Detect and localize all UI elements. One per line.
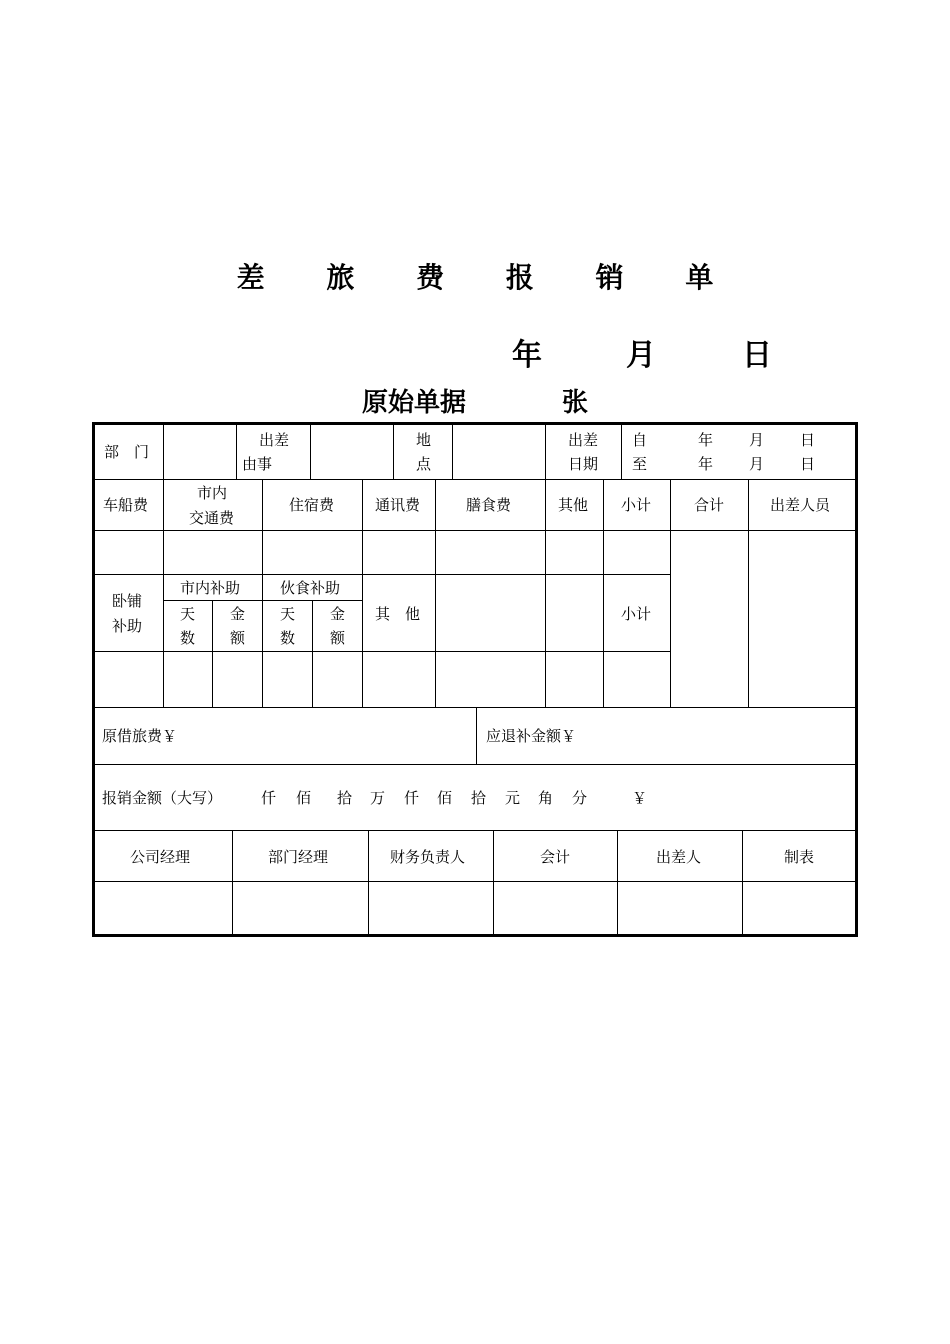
dept-label: 部 门 (104, 443, 150, 461)
unit-qian-2: 仟 (404, 789, 420, 807)
allowance-subtotal-label: 小计 (621, 605, 652, 623)
city-days-label-2: 数 (180, 629, 196, 647)
from-month-label: 月 (749, 431, 765, 449)
city-days-label-1: 天 (180, 605, 196, 623)
meal-field[interactable] (436, 532, 544, 573)
food-amount-label-1: 金 (330, 605, 346, 623)
sleeper-allowance-label-1: 卧铺 (112, 592, 143, 610)
traveler-field[interactable] (749, 532, 854, 706)
reason-label-1: 出差 (259, 431, 290, 449)
total-header: 合计 (694, 496, 725, 514)
ship-fee-header: 车船费 (103, 496, 149, 514)
city-amount-field[interactable] (213, 653, 261, 706)
sign-preparer: 制表 (784, 848, 815, 866)
other-header: 其他 (558, 496, 589, 514)
sign-finance-head-field[interactable] (369, 883, 492, 934)
reason-label-2: 由事 (242, 455, 273, 473)
unit-qian-1: 仟 (261, 789, 277, 807)
city-days-field[interactable] (164, 653, 211, 706)
from-year-label: 年 (698, 431, 714, 449)
city-transport-header-1: 市内 (197, 484, 228, 502)
lodging-header: 住宿费 (289, 496, 335, 514)
allowance-subtotal-field[interactable] (604, 653, 669, 706)
total-field[interactable] (671, 532, 747, 706)
to-month-label: 月 (749, 455, 765, 473)
from-day-label: 日 (800, 431, 816, 449)
unit-fen: 分 (572, 789, 588, 807)
unit-shi-1: 拾 (337, 789, 353, 807)
food-amount-field[interactable] (313, 653, 361, 706)
original-docs-unit: 张 (562, 388, 589, 418)
original-docs-label: 原始单据 (362, 388, 467, 418)
comm-field[interactable] (363, 532, 434, 573)
trip-date-label-1: 出差 (568, 431, 599, 449)
reason-field[interactable] (311, 427, 393, 479)
comm-header: 通讯费 (375, 496, 421, 514)
amount-yen-sign: ￥ (632, 789, 648, 807)
sign-accountant-field[interactable] (494, 883, 616, 934)
sign-finance-head: 财务负责人 (390, 848, 466, 866)
meal-header: 膳食费 (466, 496, 512, 514)
traveler-header: 出差人员 (770, 496, 831, 514)
city-allowance-label: 市内补助 (180, 579, 241, 597)
food-days-label-2: 数 (280, 629, 296, 647)
sleeper-allowance-field[interactable] (95, 653, 162, 706)
refund-amount-label: 应退补金额￥ (486, 727, 577, 745)
lodging-field[interactable] (263, 532, 361, 573)
unit-yuan: 元 (505, 789, 521, 807)
food-days-label-1: 天 (280, 605, 296, 623)
unit-wan: 万 (370, 789, 386, 807)
city-amount-label-2: 额 (230, 629, 246, 647)
sign-traveler: 出差人 (656, 848, 702, 866)
food-days-field[interactable] (263, 653, 311, 706)
to-day-label: 日 (800, 455, 816, 473)
sleeper-allowance-label-2: 补助 (112, 617, 143, 635)
unit-shi-2: 拾 (471, 789, 487, 807)
date-to-label: 至 (632, 455, 648, 473)
borrowed-travel-fee-label: 原借旅费￥ (102, 727, 178, 745)
form-title: 差 旅 费 报 销 单 (236, 261, 740, 294)
date-month-label: 月 (626, 338, 656, 373)
subtotal-header: 小计 (621, 496, 652, 514)
date-from-label: 自 (632, 431, 648, 449)
subtotal-field[interactable] (604, 532, 669, 573)
food-amount-label-2: 额 (330, 629, 346, 647)
place-label-2: 点 (416, 455, 432, 473)
unit-bai-2: 佰 (437, 789, 453, 807)
trip-date-label-2: 日期 (568, 455, 599, 473)
city-transport-header-2: 交通费 (189, 509, 235, 527)
sign-accountant: 会计 (540, 848, 571, 866)
sign-preparer-field[interactable] (743, 883, 854, 934)
sign-dept-manager: 部门经理 (268, 848, 329, 866)
sign-company-manager: 公司经理 (130, 848, 191, 866)
sign-dept-manager-field[interactable] (233, 883, 367, 934)
sign-company-manager-field[interactable] (95, 883, 231, 934)
food-allowance-label: 伙食补助 (280, 579, 341, 597)
allowance-other-field[interactable] (363, 653, 434, 706)
place-label-1: 地 (416, 431, 432, 449)
city-amount-label-1: 金 (230, 605, 246, 623)
other-field[interactable] (546, 532, 602, 573)
sign-traveler-field[interactable] (618, 883, 741, 934)
date-day-label: 日 (742, 338, 772, 373)
city-transport-field[interactable] (164, 532, 261, 573)
reimburse-amount-label: 报销金额（大写） (102, 789, 223, 807)
to-year-label: 年 (698, 455, 714, 473)
date-year-label: 年 (512, 338, 542, 373)
place-field[interactable] (453, 427, 545, 479)
allowance-other-label: 其 他 (375, 605, 421, 623)
dept-field[interactable] (164, 427, 236, 479)
ship-fee-field[interactable] (95, 532, 162, 573)
unit-bai-1: 佰 (296, 789, 312, 807)
unit-jiao: 角 (538, 789, 554, 807)
